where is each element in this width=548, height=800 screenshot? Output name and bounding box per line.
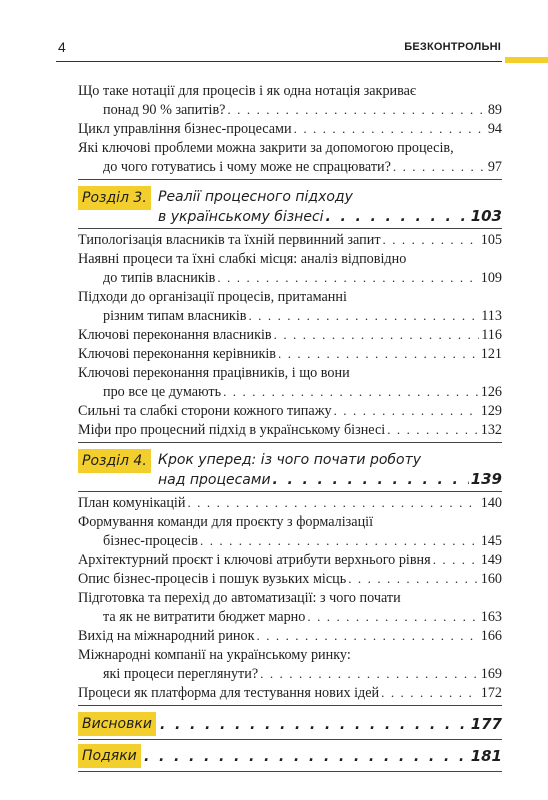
toc-entry-text: Формування команди для проєкту з формалізації <box>78 514 374 530</box>
toc-entry[interactable] <box>78 550 502 570</box>
dot-leader <box>144 746 469 768</box>
toc-entry-text: до типів власників <box>103 270 216 286</box>
toc-page-ref: 160 <box>480 571 502 587</box>
toc-entry-cycle[interactable] <box>78 119 502 139</box>
toc-entry-text: до чого готуватись і чому може не спрацювати? <box>103 159 391 175</box>
toc-entry-notations[interactable] <box>78 81 502 101</box>
toc-entry[interactable] <box>78 493 502 513</box>
toc-entry-text: Опис бізнес-процесів і пошук вузьких місць <box>78 571 347 587</box>
toc-page-ref: 113 <box>481 308 502 324</box>
dot-leader <box>200 531 479 551</box>
dot-leader <box>248 306 479 326</box>
section3-title-row[interactable] <box>158 205 502 227</box>
toc-entry[interactable] <box>78 249 502 269</box>
dot-leader <box>223 382 479 402</box>
toc-entry-text: бізнес-процесів <box>103 533 198 549</box>
toc-entry-cont[interactable] <box>103 268 502 288</box>
toc-page-ref: 94 <box>487 121 502 137</box>
toc-entry-problems-cont[interactable] <box>103 157 502 177</box>
dot-leader <box>274 325 480 345</box>
toc-entry[interactable] <box>78 287 502 307</box>
toc-entry-text: Які ключові проблеми можна закрити за допомогою процесів, <box>78 140 454 156</box>
dot-leader <box>307 607 478 627</box>
dot-leader <box>383 230 479 250</box>
toc-entry-cont[interactable] <box>103 306 502 326</box>
toc-page-ref: 89 <box>487 102 502 118</box>
toc-page-ref: 109 <box>480 270 502 286</box>
toc-entry-text: Наявні процеси та їхні слабкі місця: аналіз відповідно <box>78 251 407 267</box>
dot-leader <box>187 493 478 513</box>
toc-page-ref: 166 <box>480 628 502 644</box>
dot-leader <box>160 714 469 736</box>
toc-entry-text: Підготовка та перехід до автоматизації: з чого почати <box>78 590 401 606</box>
dot-leader <box>294 119 486 139</box>
toc-page-ref: 169 <box>480 666 502 682</box>
section-rule <box>78 228 502 229</box>
toc-entry-text: Ключові переконання керівників <box>78 346 277 362</box>
section-rule <box>78 179 502 180</box>
section-rule <box>78 491 502 492</box>
toc-entry[interactable] <box>78 645 502 665</box>
toc-page-ref: 116 <box>481 327 502 343</box>
toc-entry-text: Типологізація власників та їхній первинний запит <box>78 232 381 248</box>
header-accent-bar <box>505 57 548 63</box>
section4-label: Розділ 4. <box>78 449 151 473</box>
dot-leader <box>387 420 479 440</box>
toc-entry-cont[interactable] <box>103 531 502 551</box>
toc-page-ref: 132 <box>480 422 502 438</box>
toc-entry-text: Міжнародні компанії на українському ринку: <box>78 647 351 663</box>
toc-entry-text: Підходи до організації процесів, притаманні <box>78 289 347 305</box>
toc-entry[interactable] <box>78 325 502 345</box>
section4-page-ref: 139 <box>470 470 502 488</box>
toc-entry-text: понад 90 % запитів? <box>103 102 226 118</box>
page-number: 4 <box>58 39 66 55</box>
section4-title-line1[interactable]: Крок уперед: із чого почати роботу <box>158 452 422 468</box>
dot-leader <box>217 268 478 288</box>
toc-page-ref: 126 <box>480 384 502 400</box>
toc-page-ref: 129 <box>480 403 502 419</box>
conclusions-row[interactable] <box>158 713 502 735</box>
toc-entry-text: Ключові переконання власників <box>78 327 272 343</box>
thanks-label: Подяки <box>78 744 141 768</box>
toc-entry-text: різним типам власників <box>103 308 247 324</box>
running-header-title: БЕЗКОНТРОЛЬНІ <box>404 41 501 53</box>
toc-entry-text: Ключові переконання працівників, і що вони <box>78 365 350 381</box>
toc-entry[interactable] <box>78 683 502 703</box>
dot-leader <box>273 469 469 491</box>
toc-entry-text: та як не витратити бюджет марно <box>103 609 306 625</box>
toc-entry-text: Міфи про процесний підхід в українському бізнесі <box>78 422 386 438</box>
toc-entry-problems[interactable] <box>78 138 502 158</box>
toc-entry[interactable] <box>78 420 502 440</box>
toc-page-ref: 172 <box>480 685 502 701</box>
toc-entry-text: про все це думають <box>103 384 222 400</box>
toc-page-ref: 145 <box>480 533 502 549</box>
toc-entry-text: Архітектурний проєкт і ключові атрибути верхнього рівня <box>78 552 431 568</box>
dot-leader <box>260 664 479 684</box>
toc-entry[interactable] <box>78 626 502 646</box>
dot-leader <box>227 100 485 120</box>
section-rule <box>78 705 502 706</box>
toc-entry[interactable] <box>78 363 502 383</box>
toc-entry-text: Що таке нотації для процесів і як одна нотація закриває <box>78 83 417 99</box>
toc-page-ref: 105 <box>480 232 502 248</box>
toc-page-ref: 97 <box>487 159 502 175</box>
conclusions-label: Висновки <box>78 712 156 736</box>
toc-entry-notations-cont[interactable] <box>103 100 502 120</box>
dot-leader <box>433 550 479 570</box>
toc-entry[interactable] <box>78 344 502 364</box>
section3-title-line1[interactable]: Реалії процесного підходу <box>158 189 353 205</box>
toc-entry-text: Вихід на міжнародний ринок <box>78 628 255 644</box>
dot-leader <box>326 206 469 228</box>
toc-entry-text: Сильні та слабкі сторони кожного типажу <box>78 403 332 419</box>
toc-page-ref: 163 <box>480 609 502 625</box>
section-rule <box>78 739 502 740</box>
thanks-page-ref: 181 <box>470 747 502 765</box>
toc-entry-cont[interactable] <box>103 607 502 627</box>
toc-entry[interactable] <box>78 588 502 608</box>
toc-entry-text: які процеси переглянути? <box>103 666 259 682</box>
section-rule <box>78 442 502 443</box>
toc-page-ref: 140 <box>480 495 502 511</box>
toc-entry[interactable] <box>78 512 502 532</box>
toc-page-ref: 121 <box>480 346 502 362</box>
conclusions-page-ref: 177 <box>470 715 502 733</box>
section-rule <box>78 771 502 772</box>
header-rule <box>56 61 502 62</box>
toc-page-ref: 149 <box>480 552 502 568</box>
dot-leader <box>381 683 479 703</box>
section3-page-ref: 103 <box>470 207 502 225</box>
dot-leader <box>334 401 479 421</box>
section3-label: Розділ 3. <box>78 186 151 210</box>
toc-entry[interactable] <box>78 569 502 589</box>
thanks-row[interactable] <box>142 745 502 767</box>
dot-leader <box>257 626 479 646</box>
section4-title-line2: над процесами <box>158 472 271 488</box>
dot-leader <box>393 157 486 177</box>
dot-leader <box>278 344 479 364</box>
toc-entry[interactable] <box>78 230 502 250</box>
toc-entry-text: План комунікацій <box>78 495 186 511</box>
section3-title-line2: в українському бізнесі <box>158 209 324 225</box>
dot-leader <box>348 569 478 589</box>
toc-entry[interactable] <box>78 401 502 421</box>
toc-entry-cont[interactable] <box>103 382 502 402</box>
toc-entry-cont[interactable] <box>103 664 502 684</box>
toc-entry-text: Цикл управління бізнес-процесами <box>78 121 292 137</box>
section4-title-row[interactable] <box>158 468 502 490</box>
toc-entry-text: Процеси як платформа для тестування нових ідей <box>78 685 380 701</box>
